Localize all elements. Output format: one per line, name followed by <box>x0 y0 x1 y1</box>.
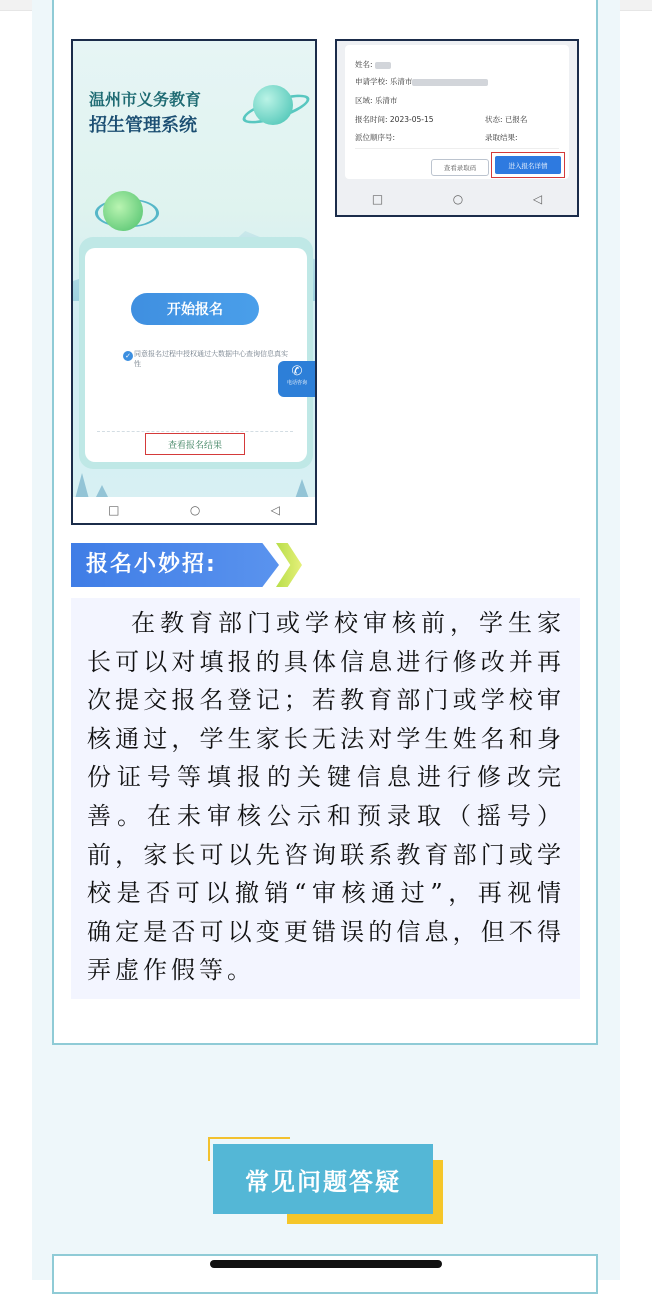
phone-consult-label: 电话咨询 <box>286 380 307 386</box>
tower-decoration <box>295 479 309 499</box>
admit-row: 录取结果: <box>485 133 518 142</box>
tower-decoration <box>75 473 89 499</box>
agree-text: 同意报名过程中授权通过大数据中心查询信息真实性 <box>134 350 288 368</box>
home-indicator[interactable] <box>210 1260 442 1268</box>
order-row: 派位顺序号: <box>355 133 396 142</box>
home-icon[interactable]: ○ <box>452 192 464 206</box>
faq-section-title[interactable]: 常见问题答疑 <box>213 1144 433 1214</box>
phone-consult-button[interactable] <box>278 361 316 397</box>
planet-icon <box>253 85 293 125</box>
android-nav-bar <box>337 183 577 215</box>
registration-record-card <box>345 45 569 179</box>
school-row: 申请学校: 乐清市 <box>355 76 488 87</box>
system-title-line2: 招生管理系统 <box>89 115 197 135</box>
view-code-button[interactable]: 查看录取码 <box>431 159 489 176</box>
enter-detail-button[interactable]: 进入报名详情 <box>495 156 561 174</box>
name-row: 姓名: <box>355 59 391 70</box>
divider <box>97 431 293 432</box>
home-icon[interactable]: ○ <box>189 503 201 517</box>
time-row: 报名时间: 2023-05-15 <box>355 115 434 124</box>
tip-paragraph: 在教育部门或学校审核前，学生家长可以对填报的具体信息进行修改并再次提交报名登记；若教育部门或学校审核通过，学生家长无法对学生姓名和身份证号等填报的关键信息进行修改完善。在未审核公示和预录取（摇号）前，家长可以先咨询联系教育部门或学校是否可以撤销“审核通过”，再视情确定是否可以变更错误的信息，但不得弄虚作假等。 <box>87 609 565 985</box>
region-row: 区域: 乐清市 <box>355 96 398 105</box>
start-registration-button[interactable]: 开始报名 <box>131 293 259 325</box>
view-result-button[interactable]: 查看报名结果 <box>145 433 245 455</box>
blurred-name <box>375 62 391 69</box>
divider <box>355 148 559 149</box>
blurred-school <box>412 79 488 86</box>
android-nav-bar <box>73 497 315 523</box>
back-icon[interactable]: ◁ <box>270 503 280 517</box>
recent-apps-icon[interactable]: □ <box>371 192 384 206</box>
phone-icon: ✆ <box>291 364 303 379</box>
system-title-line1: 温州市义务教育 <box>89 92 202 109</box>
agree-checkbox-icon[interactable]: ✓ <box>123 351 133 361</box>
back-icon[interactable]: ◁ <box>532 192 543 206</box>
recent-apps-icon[interactable]: □ <box>108 503 120 517</box>
tip-heading: 报名小妙招: <box>86 552 217 577</box>
phone-screenshot-record <box>335 39 579 217</box>
phone-screenshot-start <box>71 39 317 525</box>
atom-icon <box>103 191 143 231</box>
status-row: 状态: 已报名 <box>485 115 528 124</box>
